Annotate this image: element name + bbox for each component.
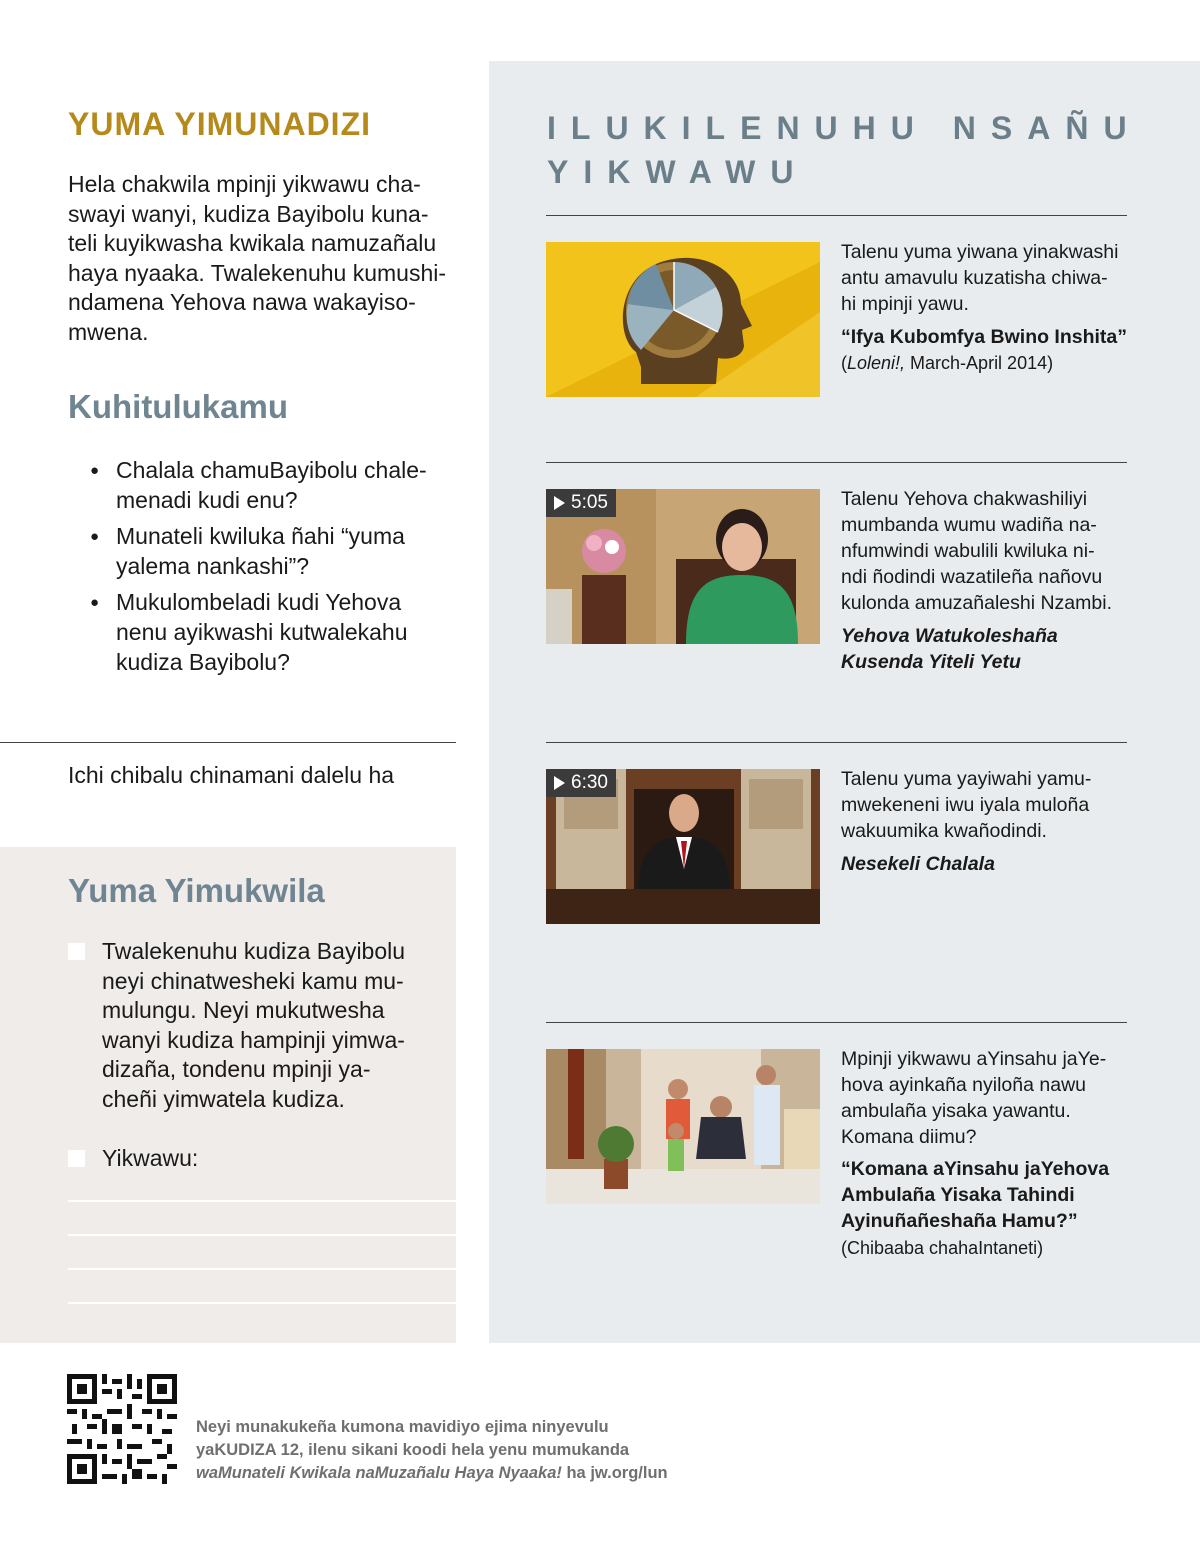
action-line: cheñi yimwatela kudiza. <box>102 1085 345 1112</box>
review-item-text: Mukulombeladi kudi Yehova <box>116 589 402 616</box>
family-at-door-photo <box>546 1049 820 1204</box>
source-paren: ( <box>841 353 847 373</box>
write-line[interactable] <box>68 1234 456 1236</box>
title-line: “Komana aYinsahu jaYehova <box>841 1158 1110 1180</box>
footer-line: Neyi munakukeña kumona mavidiyo ejima ninyevulu <box>196 1418 609 1436</box>
explore-title-line: ILUKILENUHU NSAÑU <box>547 110 1142 146</box>
divider <box>546 1022 1127 1023</box>
video-duration: 5:05 <box>571 492 608 513</box>
review-item-text: yalema nankashi”? <box>116 552 310 579</box>
title-line: Ambulaña Yisaka Tahindi <box>841 1184 1075 1206</box>
checkbox-option-1[interactable] <box>68 943 85 960</box>
write-line[interactable] <box>68 1302 456 1304</box>
duration-badge <box>546 489 616 517</box>
play-icon <box>554 776 565 790</box>
write-line[interactable] <box>68 1268 456 1270</box>
resource-3-title[interactable]: Nesekeli Chalala <box>841 853 995 875</box>
desc-line: mumbanda wumu wadiña na- <box>841 514 1097 536</box>
title-line: Kusenda Yiteli Yetu <box>841 651 1021 673</box>
resource-2-title[interactable] <box>841 623 1131 675</box>
resource-1-thumbnail[interactable] <box>546 242 820 397</box>
summary-line: teli kuyikwasha kwikala namuzañalu <box>68 230 437 257</box>
summary-text <box>68 170 458 348</box>
review-item-text: menadi kudi enu? <box>116 486 298 513</box>
desc-line: Talenu yuma yayiwahi yamu- <box>841 768 1092 790</box>
qr-code-icon[interactable] <box>67 1374 177 1484</box>
action-line: Twalekenuhu kudiza Bayibolu <box>102 938 406 964</box>
action-line: wanyi kudiza hampinji yimwa- <box>102 1026 405 1053</box>
desc-line: ndi ñodindi wazatileña nañovu <box>841 566 1103 588</box>
resource-4-title[interactable] <box>841 1156 1131 1234</box>
action-option-1-text <box>102 937 405 1115</box>
review-item <box>90 456 450 515</box>
resource-4-description <box>841 1046 1131 1150</box>
desc-line: kulonda amuzañaleshi Nzambi. <box>841 592 1112 614</box>
summary-line: haya nyaaka. Twalekenuhu kumushi- <box>68 259 447 286</box>
video-duration: 6:30 <box>571 772 608 793</box>
review-item-text: nenu ayikwashi kutwalekahu <box>116 618 408 645</box>
review-title: Kuhitulukamu <box>68 388 288 425</box>
review-list <box>90 456 450 684</box>
resource-1-source <box>841 350 1131 376</box>
head-clock-illustration <box>546 242 820 397</box>
summary-line: swayi wanyi, kudiza Bayibolu kuna- <box>68 200 429 227</box>
checkbox-option-2[interactable] <box>68 1150 85 1167</box>
summary-line: ndamena Yehova nawa wakayiso- <box>68 289 416 316</box>
footer-url[interactable]: ha jw.org/lun <box>561 1464 668 1482</box>
review-item-text: kudiza Bayibolu? <box>116 648 290 675</box>
desc-line: nfumwindi wabulili kwiluka ni- <box>841 540 1095 562</box>
desc-line: Mpinji yikwawu aYinsahu jaYe- <box>841 1048 1107 1070</box>
divider <box>0 742 456 743</box>
review-item <box>90 522 450 581</box>
review-item-text: Munateli kwiluka ñahi “yuma <box>116 523 405 550</box>
resource-4-source: (Chibaaba chahaIntaneti) <box>841 1238 1044 1258</box>
summary-line: Hela chakwila mpinji yikwawu cha- <box>68 171 421 197</box>
summary-title: YUMA YIMUNADIZI <box>68 106 371 142</box>
title-line: Yehova Watukoleshaña <box>841 625 1058 647</box>
duration-badge <box>546 769 616 797</box>
resource-1-description <box>841 239 1131 317</box>
footer-line: yaKUDIZA 12, ilenu sikani koodi hela yenu mumukanda <box>196 1441 630 1459</box>
desc-line: Talenu yuma yiwana yinakwashi <box>841 241 1119 263</box>
resource-3-description <box>841 766 1131 844</box>
explore-title <box>547 106 1167 194</box>
divider <box>546 215 1127 216</box>
footer-book-title: waMunateli Kwikala naMuzañalu Haya Nyaaka! <box>196 1464 562 1482</box>
title-line: Ayinuñañeshaña Hamu?” <box>841 1210 1078 1232</box>
desc-line: Talenu Yehova chakwashiliyi <box>841 488 1088 510</box>
resource-4-thumbnail[interactable] <box>546 1049 820 1204</box>
explore-title-line: YIKWAWU <box>547 154 809 190</box>
action-line: dizaña, tondenu mpinji ya- <box>102 1056 371 1083</box>
resource-1-title[interactable]: “Ifya Kubomfya Bwino Inshita” <box>841 326 1128 348</box>
desc-line: ambulaña yisaka yawantu. <box>841 1100 1071 1122</box>
resource-3-video-thumbnail[interactable] <box>546 769 820 924</box>
desc-line: wakuumika kwañodindi. <box>841 820 1047 842</box>
action-line: mulungu. Neyi mukutwesha <box>102 997 385 1024</box>
desc-line: mwekeneni iwu iyala muloña <box>841 794 1090 816</box>
play-icon <box>554 496 565 510</box>
action-line: neyi chinatwesheki kamu mu- <box>102 967 404 994</box>
source-publication: Loleni!, <box>847 353 906 373</box>
resource-2-description <box>841 486 1131 616</box>
desc-line: hi mpinji yawu. <box>841 293 969 315</box>
desc-line: hova ayinkaña nyiloña nawu <box>841 1074 1087 1096</box>
summary-line: mwena. <box>68 318 149 345</box>
desc-line: antu amavulu kuzatisha chiwa- <box>841 267 1108 289</box>
lesson-date-note: Ichi chibalu chinamani dalelu ha <box>68 762 395 788</box>
source-issue: March-April 2014) <box>905 353 1054 373</box>
action-option-2-label: Yikwawu: <box>102 1145 199 1171</box>
divider <box>546 462 1127 463</box>
resource-2-video-thumbnail[interactable] <box>546 489 820 644</box>
review-item <box>90 588 450 677</box>
write-line[interactable] <box>68 1200 456 1202</box>
review-item-text: Chalala chamuBayibolu chale- <box>116 457 427 483</box>
divider <box>546 742 1127 743</box>
footer-note <box>196 1416 756 1485</box>
action-title: Yuma Yimukwila <box>68 872 325 909</box>
desc-line: Komana diimu? <box>841 1126 977 1148</box>
